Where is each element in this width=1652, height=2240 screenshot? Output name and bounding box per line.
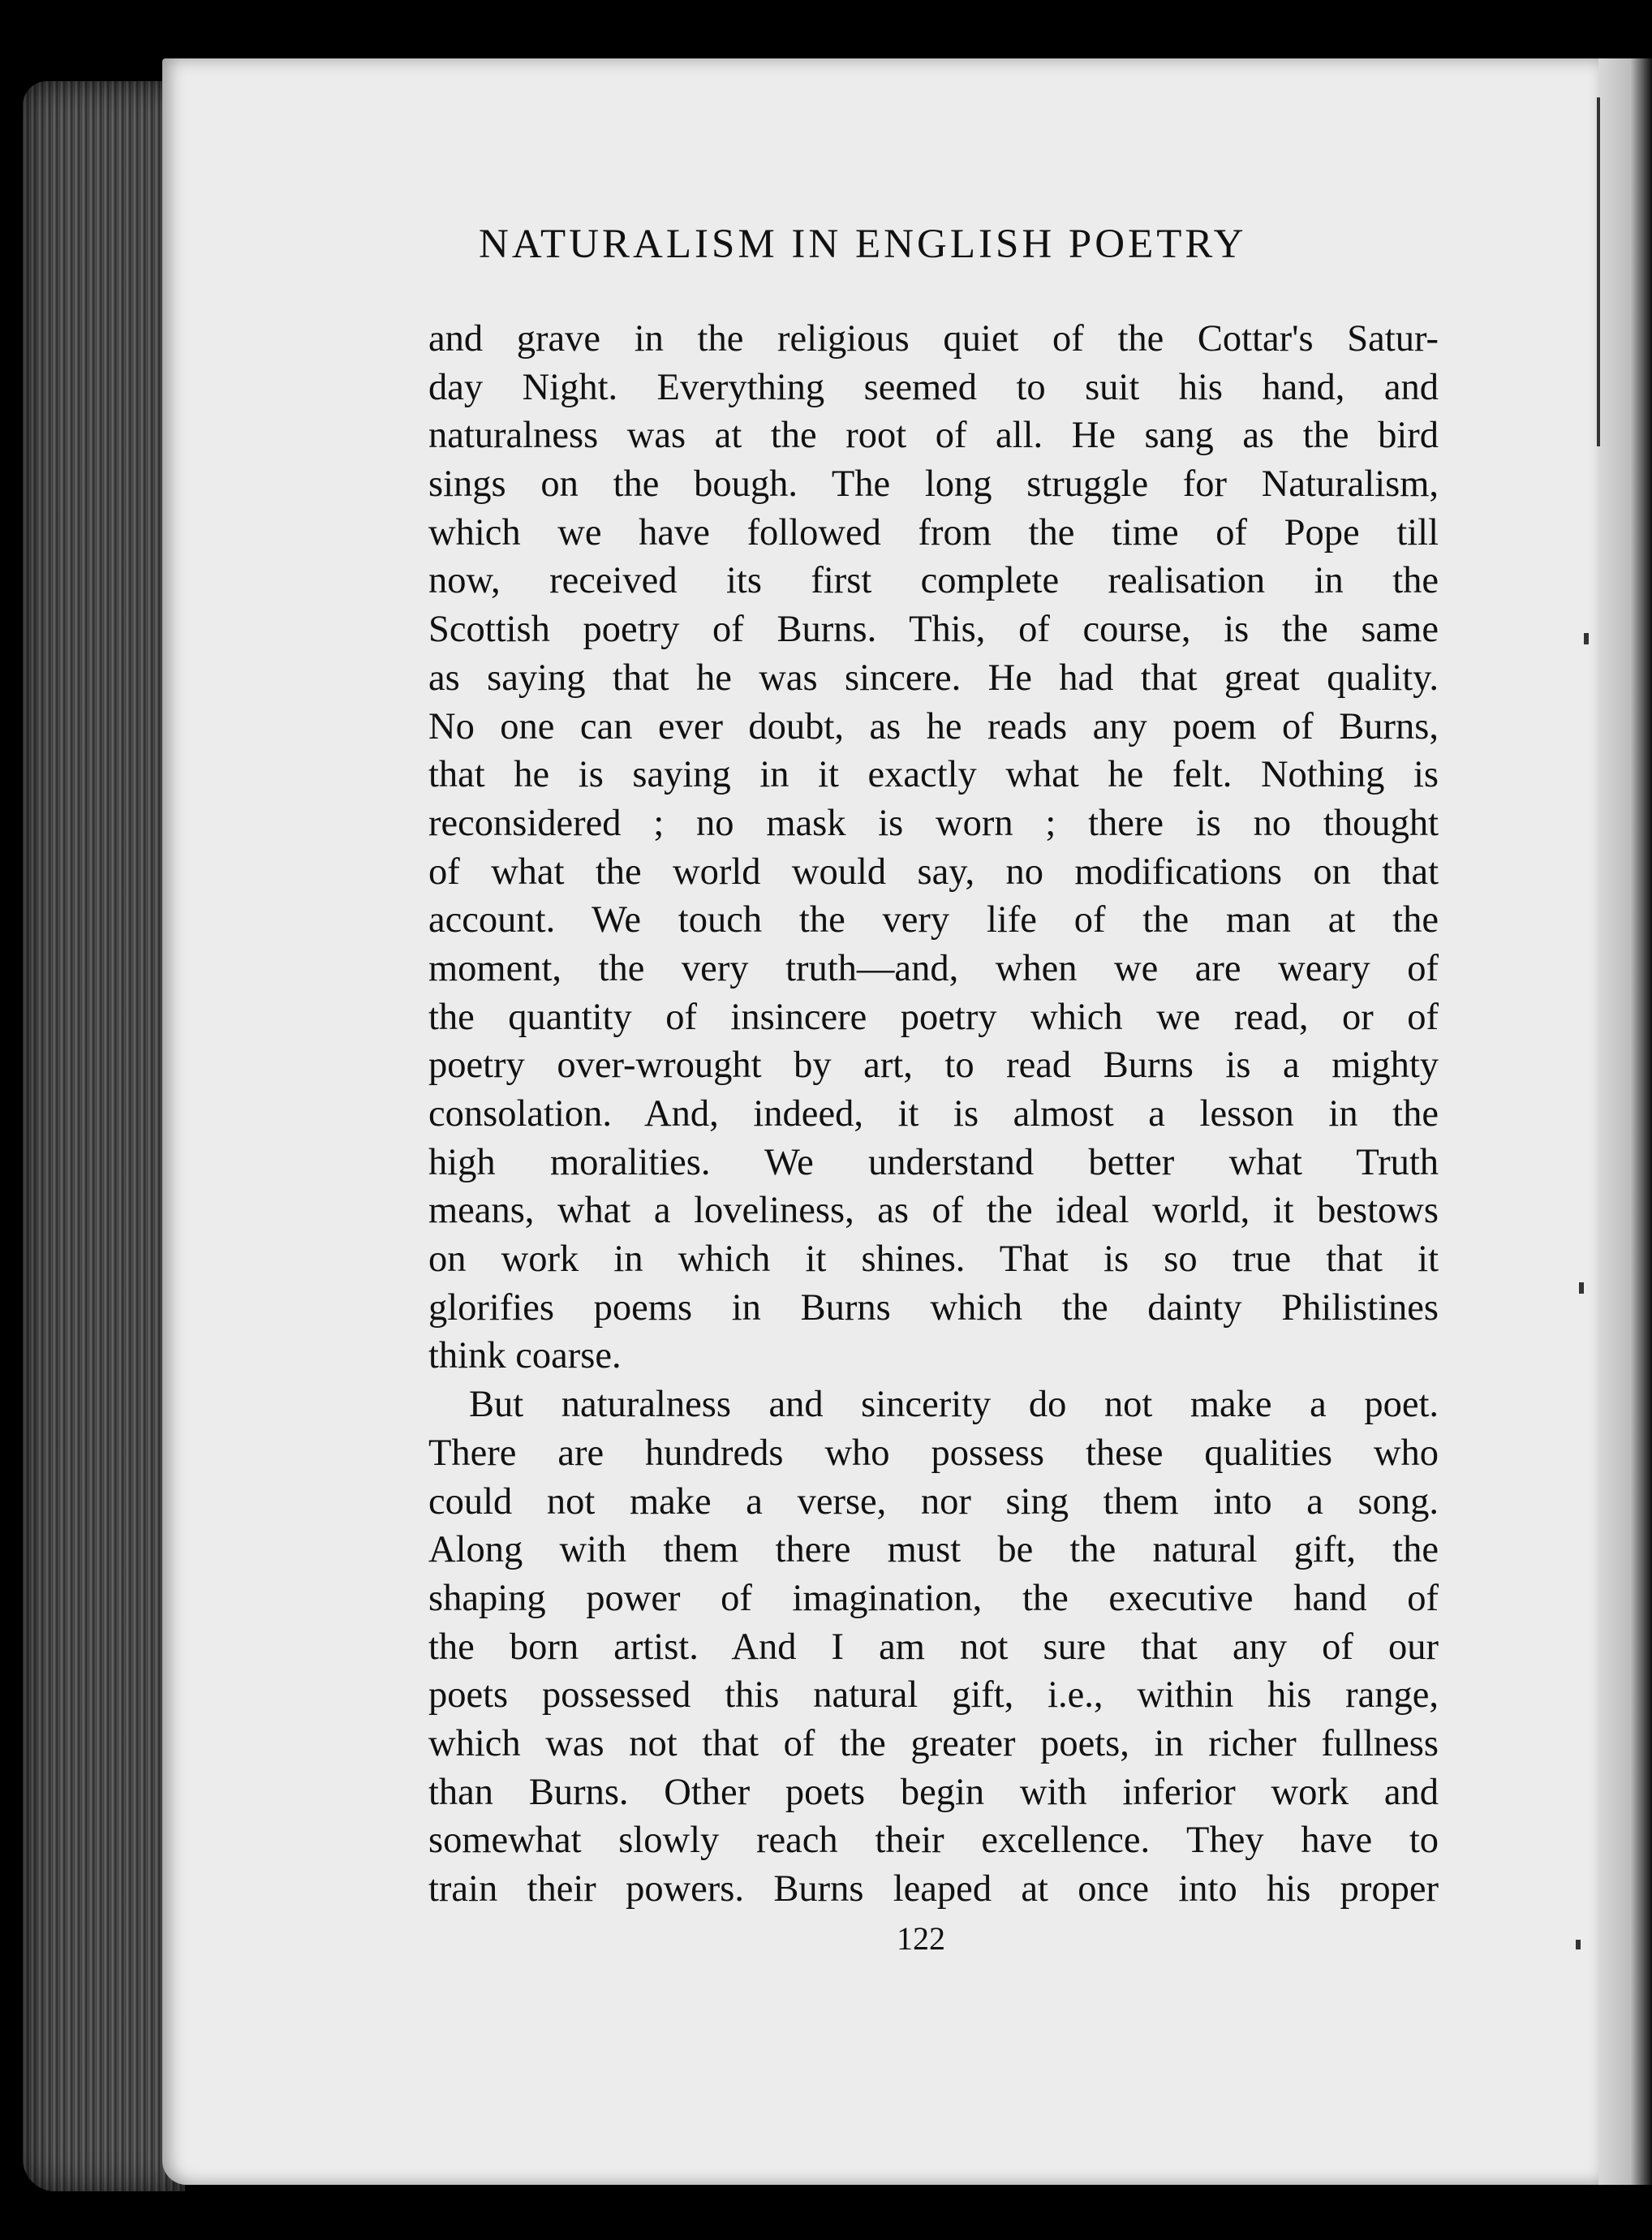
text-line: naturalness was at the root of all. He sang as the bird [428,415,1439,457]
book-gutter [1598,58,1652,2185]
text-line: Scottish poetry of Burns. This, of course, is the same [428,609,1439,651]
text-line: could not make a verse, nor sing them into a song. [428,1480,1439,1523]
running-head: NATURALISM IN ENGLISH POETRY [479,222,1247,267]
text-line: than Burns. Other poets begin with inferior work and [428,1771,1439,1813]
text-line: which was not that of the greater poets, in richer fullness [428,1722,1439,1764]
page-number: 122 [897,1920,945,1957]
text-line: reconsidered ; no mask is worn ; there is no thought [428,802,1439,844]
margin-mark [1597,97,1600,446]
margin-mark [1579,1282,1584,1294]
text-line: There are hundreds who possess these qualities who [428,1432,1439,1474]
text-line: the quantity of insincere poetry which we read, or of [428,996,1439,1038]
body-text [428,315,1439,1914]
text-line: poetry over-wrought by art, to read Burns is a mighty [428,1045,1439,1087]
text-line: think coarse. [428,1335,622,1377]
book-page-edges [23,81,185,2191]
text-line: train their powers. Burns leaped at once into his proper [428,1868,1439,1910]
text-line: poets possessed this natural gift, i.e., within his range, [428,1674,1439,1717]
text-line: the born artist. And I am not sure that any of our [428,1626,1439,1668]
text-line: consolation. And, indeed, it is almost a lesson in the [428,1093,1439,1135]
text-line: on work in which it shines. That is so true that it [428,1238,1439,1281]
text-line: sings on the bough. The long struggle for Naturalism, [428,463,1439,506]
text-line: day Night. Everything seemed to suit his hand, and [428,366,1439,408]
text-line: No one can ever doubt, as he reads any poem of Burns, [428,705,1439,747]
paragraph-1 [428,315,1439,1381]
text-line: as saying that he was sincere. He had that great quality. [428,657,1439,699]
margin-mark [1584,633,1589,644]
text-line: But naturalness and sincerity do not make a poet. [469,1384,1439,1426]
text-line: account. We touch the very life of the man at the [428,899,1439,941]
text-line: moment, the very truth—and, when we are weary of [428,947,1439,989]
text-line: somewhat slowly reach their excellence. They have to [428,1820,1439,1862]
text-line: which we have followed from the time of Pope till [428,511,1439,554]
text-line: high moralities. We understand better what Truth [428,1141,1439,1183]
margin-mark [1576,1940,1581,1949]
text-line: glorifies poems in Burns which the dainty Philistines [428,1286,1439,1329]
text-line: and grave in the religious quiet of the Cottar's Satur- [428,318,1439,360]
text-line: of what the world would say, no modifications on that [428,851,1439,893]
paragraph-2 [428,1381,1439,1914]
text-line: means, what a loveliness, as of the ideal world, it bestows [428,1190,1439,1232]
text-line: now, received its first complete realisation in the [428,560,1439,602]
text-line: shaping power of imagination, the executive hand of [428,1577,1439,1619]
text-line: that he is saying in it exactly what he felt. Nothing is [428,754,1439,796]
text-line: Along with them there must be the natural gift, the [428,1529,1439,1571]
